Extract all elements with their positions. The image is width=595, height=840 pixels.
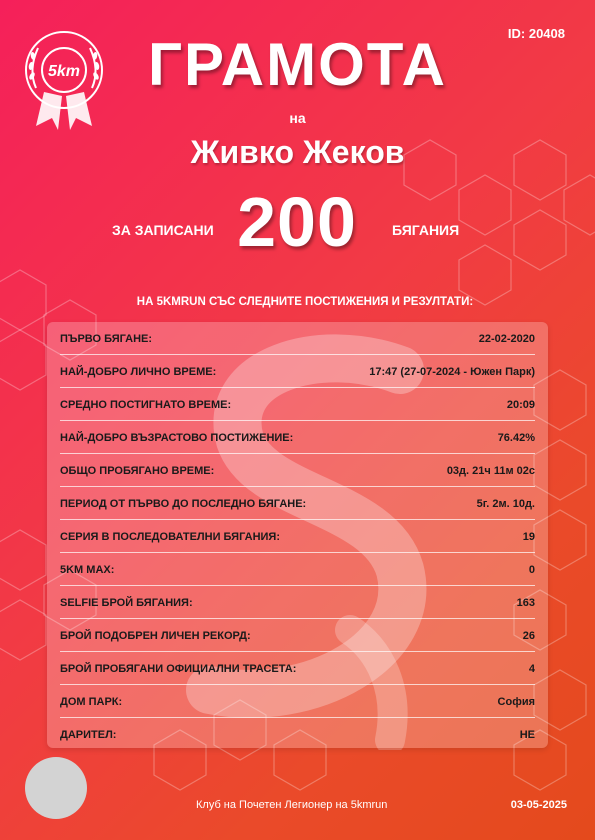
stat-value: 0 [528,563,535,576]
stat-label: 5KM MAX: [60,563,115,576]
stat-row-total-time [60,454,535,487]
stat-label: ОБЩО ПРОБЯГАНО ВРЕМЕ: [60,464,215,477]
stat-row-home-park [60,685,535,718]
runs-label: БЯГАНИЯ [392,222,460,238]
footer-date: 03-05-2025 [510,799,567,811]
stat-row-first-run [60,322,535,355]
results-intro: НА 5KMRUN СЪС СЛЕДНИТЕ ПОСТИЖЕНИЯ И РЕЗУЛТАТИ: [136,296,474,308]
stat-row-age-grade [60,421,535,454]
stat-row-selfie-runs [60,586,535,619]
stat-label: НАЙ-ДОБРО ЛИЧНО ВРЕМЕ: [60,365,217,378]
certificate-title: ГРАМОТА [148,31,447,98]
stat-label: ДОМ ПАРК: [60,695,123,708]
runs-count: 200 [237,183,357,261]
stat-label: SELFIE БРОЙ БЯГАНИЯ: [60,596,193,609]
stat-value: 4 [528,662,535,675]
badge-logo-text: 5km [47,63,81,80]
stat-row-pb-count [60,619,535,652]
certificate-id: ID: 20408 [507,26,565,41]
stats-panel [47,322,548,748]
stat-row-streak [60,520,535,553]
footer-club-text: Клуб на Почетен Легионер на 5kmrun [196,799,388,811]
stat-label: ПЕРИОД ОТ ПЪРВО ДО ПОСЛЕДНО БЯГАНЕ: [60,497,307,510]
stat-value: 03д. 21ч 11м 02с [446,464,535,477]
stat-row-5km-max [60,553,535,586]
recipient-name: Живко Жеков [190,134,405,170]
stat-value: София [497,695,535,708]
stat-label: СРЕДНО ПОСТИГНАТО ВРЕМЕ: [60,398,232,411]
stat-row-period [60,487,535,520]
stat-label: ПЪРВО БЯГАНЕ: [60,332,153,345]
stat-value: 163 [516,596,535,609]
stat-value: 20:09 [506,398,535,411]
stat-label: НАЙ-ДОБРО ВЪЗРАСТОВО ПОСТИЖЕНИЕ: [60,431,294,444]
stat-row-official-courses [60,652,535,685]
stat-value: 26 [522,629,535,642]
avatar [25,757,87,819]
stat-value: 76.42% [497,431,535,444]
stat-value: 17:47 (27-07-2024 - Южен Парк) [369,365,535,378]
stat-value: НЕ [519,728,535,741]
stat-label: СЕРИЯ В ПОСЛЕДОВАТЕЛНИ БЯГАНИЯ: [60,530,280,543]
stat-value: 5г. 2м. 10д. [476,497,535,510]
stat-row-best-time [60,355,535,388]
stat-label: ДАРИТЕЛ: [60,728,117,741]
stat-label: БРОЙ ПОДОБРЕН ЛИЧЕН РЕКОРД: [60,629,251,642]
stat-value: 22-02-2020 [478,332,535,345]
stat-label: БРОЙ ПРОБЯГАНИ ОФИЦИАЛНИ ТРАСЕТА: [60,662,297,675]
for-label: на [289,110,306,126]
stat-value: 19 [522,530,535,543]
stat-row-donor [60,718,535,751]
stat-row-average-time [60,388,535,421]
recorded-label: ЗА ЗАПИСАНИ [112,222,214,238]
